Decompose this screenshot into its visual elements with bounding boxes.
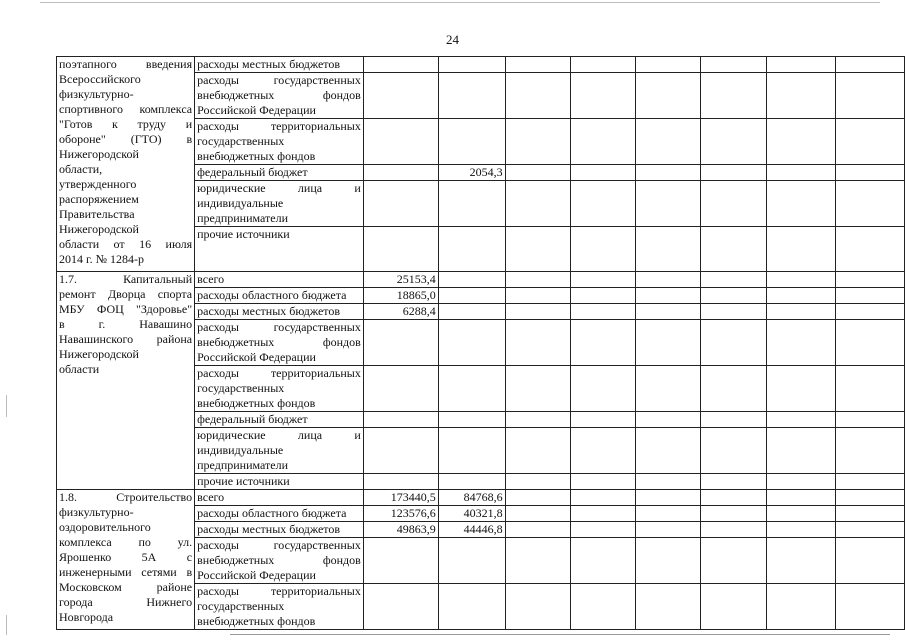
empty-amount-cell — [766, 272, 835, 288]
empty-amount-cell — [570, 522, 635, 538]
amount-cell — [363, 584, 438, 630]
amount-cell — [438, 474, 505, 490]
scan-artifact — [6, 395, 7, 417]
amount-cell: 49863,9 — [363, 522, 438, 538]
table-row — [57, 57, 905, 73]
empty-amount-cell — [636, 165, 701, 181]
empty-amount-cell — [835, 165, 904, 181]
empty-amount-cell — [505, 57, 570, 73]
empty-amount-cell — [570, 366, 635, 412]
empty-amount-cell — [570, 584, 635, 630]
empty-amount-cell — [701, 165, 766, 181]
measure-name-line: МБУ ФОЦ "Здоровье" — [59, 302, 193, 316]
amount-cell: 173440,5 — [363, 490, 438, 506]
page-number: 24 — [446, 32, 459, 47]
measure-name-line: 1.7. Капитальный — [59, 272, 193, 286]
empty-amount-cell — [505, 538, 570, 584]
empty-amount-cell — [570, 474, 635, 490]
amount-cell: 84768,6 — [438, 490, 505, 506]
empty-amount-cell — [766, 412, 835, 428]
empty-amount-cell — [701, 304, 766, 320]
measure-name-line: области от 16 июля — [59, 237, 193, 251]
empty-amount-cell — [570, 304, 635, 320]
empty-amount-cell — [636, 366, 701, 412]
empty-amount-cell — [570, 288, 635, 304]
amount-cell — [438, 73, 505, 119]
amount-cell — [363, 57, 438, 73]
measure-name-cell — [57, 490, 195, 630]
empty-amount-cell — [570, 538, 635, 584]
amount-cell — [438, 57, 505, 73]
empty-amount-cell — [766, 181, 835, 227]
empty-amount-cell — [701, 272, 766, 288]
measure-name-line: комплекса по ул. — [59, 535, 193, 549]
empty-amount-cell — [636, 506, 701, 522]
empty-amount-cell — [505, 474, 570, 490]
measure-name-line: в г. Навашино — [59, 317, 193, 331]
measure-name-line: Навашинского района — [59, 332, 193, 346]
amount-cell — [438, 119, 505, 165]
funding-source-cell: расходы местных бюджетов — [195, 522, 364, 538]
empty-amount-cell — [505, 428, 570, 474]
table-row — [57, 272, 905, 288]
empty-amount-cell — [636, 538, 701, 584]
measure-name-line: инженерными сетями в — [59, 565, 193, 579]
empty-amount-cell — [835, 584, 904, 630]
scan-artifact — [6, 615, 7, 635]
empty-amount-cell — [636, 272, 701, 288]
empty-amount-cell — [766, 320, 835, 366]
empty-amount-cell — [835, 57, 904, 73]
empty-amount-cell — [701, 538, 766, 584]
empty-amount-cell — [636, 304, 701, 320]
empty-amount-cell — [636, 227, 701, 272]
empty-amount-cell — [766, 428, 835, 474]
empty-amount-cell — [766, 474, 835, 490]
empty-amount-cell — [636, 288, 701, 304]
empty-amount-cell — [701, 73, 766, 119]
empty-amount-cell — [570, 73, 635, 119]
amount-cell: 25153,4 — [363, 272, 438, 288]
empty-amount-cell — [505, 119, 570, 165]
amount-cell — [438, 288, 505, 304]
empty-amount-cell — [636, 584, 701, 630]
funding-source-cell: федеральный бюджет — [195, 412, 364, 428]
funding-source-cell: расходы территориальных государственных внебюджетных фондов — [195, 366, 364, 412]
empty-amount-cell — [636, 412, 701, 428]
amount-cell — [363, 320, 438, 366]
empty-amount-cell — [701, 227, 766, 272]
empty-amount-cell — [701, 506, 766, 522]
funding-source-cell: расходы местных бюджетов — [195, 57, 364, 73]
amount-cell — [438, 538, 505, 584]
empty-amount-cell — [570, 227, 635, 272]
empty-amount-cell — [766, 538, 835, 584]
funding-source-cell: прочие источники — [195, 227, 364, 272]
amount-cell — [438, 272, 505, 288]
empty-amount-cell — [701, 57, 766, 73]
amount-cell — [363, 366, 438, 412]
empty-amount-cell — [505, 490, 570, 506]
amount-cell — [438, 412, 505, 428]
empty-amount-cell — [766, 57, 835, 73]
funding-source-cell: расходы государственных внебюджетных фондов Российской Федерации — [195, 73, 364, 119]
empty-amount-cell — [505, 73, 570, 119]
amount-cell — [438, 181, 505, 227]
empty-amount-cell — [505, 320, 570, 366]
amount-cell: 40321,8 — [438, 506, 505, 522]
amount-cell: 44446,8 — [438, 522, 505, 538]
funding-source-cell: расходы территориальных государственных внебюджетных фондов — [195, 584, 364, 630]
empty-amount-cell — [701, 474, 766, 490]
scan-bottom-edge — [230, 634, 890, 635]
empty-amount-cell — [570, 428, 635, 474]
empty-amount-cell — [636, 428, 701, 474]
empty-amount-cell — [636, 474, 701, 490]
empty-amount-cell — [505, 412, 570, 428]
empty-amount-cell — [570, 412, 635, 428]
empty-amount-cell — [701, 119, 766, 165]
empty-amount-cell — [835, 272, 904, 288]
amount-cell — [363, 165, 438, 181]
amount-cell — [363, 119, 438, 165]
empty-amount-cell — [570, 490, 635, 506]
empty-amount-cell — [835, 474, 904, 490]
scan-top-edge — [40, 2, 880, 3]
empty-amount-cell — [636, 57, 701, 73]
empty-amount-cell — [835, 506, 904, 522]
empty-amount-cell — [835, 428, 904, 474]
measure-name-line: оздоровительного — [59, 520, 151, 534]
funding-source-cell: прочие источники — [195, 474, 364, 490]
funding-source-cell: юридические лица и индивидуальные предприниматели — [195, 428, 364, 474]
measure-name-line: области — [59, 362, 100, 376]
empty-amount-cell — [835, 538, 904, 584]
funding-source-cell: расходы областного бюджета — [195, 506, 364, 522]
empty-amount-cell — [701, 288, 766, 304]
empty-amount-cell — [835, 288, 904, 304]
empty-amount-cell — [570, 57, 635, 73]
amount-cell — [438, 428, 505, 474]
empty-amount-cell — [570, 272, 635, 288]
empty-amount-cell — [766, 584, 835, 630]
amount-cell — [438, 366, 505, 412]
empty-amount-cell — [701, 428, 766, 474]
empty-amount-cell — [766, 288, 835, 304]
measure-name-line: Нижегородской — [59, 147, 139, 161]
amount-cell — [438, 320, 505, 366]
empty-amount-cell — [505, 181, 570, 227]
empty-amount-cell — [701, 584, 766, 630]
empty-amount-cell — [766, 490, 835, 506]
empty-amount-cell — [570, 181, 635, 227]
empty-amount-cell — [701, 366, 766, 412]
amount-cell — [363, 428, 438, 474]
measure-name-line: Московском районе — [59, 580, 193, 594]
empty-amount-cell — [701, 522, 766, 538]
amount-cell — [363, 474, 438, 490]
empty-amount-cell — [766, 73, 835, 119]
empty-amount-cell — [570, 506, 635, 522]
amount-cell — [363, 181, 438, 227]
empty-amount-cell — [835, 320, 904, 366]
amount-cell — [438, 227, 505, 272]
measure-name-line: распоряжением — [59, 192, 139, 206]
empty-amount-cell — [570, 320, 635, 366]
amount-cell: 2054,3 — [438, 165, 505, 181]
empty-amount-cell — [636, 73, 701, 119]
measure-name-line: ремонт Дворца спорта — [59, 287, 193, 301]
empty-amount-cell — [636, 181, 701, 227]
measure-name-line: физкультурно- — [59, 505, 134, 519]
empty-amount-cell — [835, 366, 904, 412]
amount-cell — [363, 73, 438, 119]
measure-name-line: 2014 г. № 1284-р — [59, 252, 145, 266]
funding-source-cell: расходы местных бюджетов — [195, 304, 364, 320]
empty-amount-cell — [766, 165, 835, 181]
empty-amount-cell — [766, 506, 835, 522]
empty-amount-cell — [570, 119, 635, 165]
empty-amount-cell — [636, 490, 701, 506]
funding-source-cell: всего — [195, 272, 364, 288]
funding-source-cell: расходы территориальных государственных внебюджетных фондов — [195, 119, 364, 165]
empty-amount-cell — [636, 320, 701, 366]
amount-cell: 6288,4 — [363, 304, 438, 320]
measure-name-line: Ярошенко 5А с — [59, 550, 193, 564]
empty-amount-cell — [636, 119, 701, 165]
measure-name-line: утвержденного — [59, 177, 137, 191]
measure-name-line: области, — [59, 162, 103, 176]
funding-source-cell: расходы государственных внебюджетных фондов Российской Федерации — [195, 538, 364, 584]
empty-amount-cell — [766, 366, 835, 412]
empty-amount-cell — [636, 522, 701, 538]
measure-name-line: Правительства — [59, 207, 135, 221]
empty-amount-cell — [505, 584, 570, 630]
empty-amount-cell — [835, 522, 904, 538]
empty-amount-cell — [701, 490, 766, 506]
empty-amount-cell — [505, 522, 570, 538]
funding-source-cell: федеральный бюджет — [195, 165, 364, 181]
funding-source-cell: расходы областного бюджета — [195, 288, 364, 304]
measure-name-cell — [57, 57, 195, 272]
empty-amount-cell — [505, 165, 570, 181]
empty-amount-cell — [570, 165, 635, 181]
empty-amount-cell — [835, 181, 904, 227]
empty-amount-cell — [835, 73, 904, 119]
empty-amount-cell — [766, 227, 835, 272]
empty-amount-cell — [505, 227, 570, 272]
empty-amount-cell — [835, 304, 904, 320]
measure-name-line: Всероссийского — [59, 72, 141, 86]
funding-source-cell: расходы государственных внебюджетных фондов Российской Федерации — [195, 320, 364, 366]
empty-amount-cell — [835, 412, 904, 428]
empty-amount-cell — [505, 304, 570, 320]
empty-amount-cell — [835, 119, 904, 165]
empty-amount-cell — [701, 320, 766, 366]
empty-amount-cell — [701, 412, 766, 428]
measure-name-line: 1.8. Строительство — [59, 490, 193, 504]
amount-cell: 18865,0 — [363, 288, 438, 304]
empty-amount-cell — [505, 272, 570, 288]
funding-source-cell: всего — [195, 490, 364, 506]
empty-amount-cell — [766, 522, 835, 538]
amount-cell — [363, 227, 438, 272]
measure-name-line: Нижегородской — [59, 347, 139, 361]
measure-name-line: Нижегородской — [59, 222, 139, 236]
amount-cell — [438, 584, 505, 630]
measure-name-cell — [57, 272, 195, 490]
empty-amount-cell — [505, 506, 570, 522]
measure-name-line: физкультурно- — [59, 87, 134, 101]
table-row — [57, 490, 905, 506]
measure-name-line: Новгорода — [59, 610, 114, 624]
amount-cell — [438, 304, 505, 320]
measure-name-line: спортивного комплекса — [59, 102, 193, 116]
budget-table — [56, 56, 905, 630]
empty-amount-cell — [766, 119, 835, 165]
amount-cell — [363, 412, 438, 428]
empty-amount-cell — [701, 181, 766, 227]
amount-cell: 123576,6 — [363, 506, 438, 522]
empty-amount-cell — [835, 227, 904, 272]
measure-name-line: города Нижнего — [59, 595, 193, 609]
empty-amount-cell — [505, 366, 570, 412]
amount-cell — [363, 538, 438, 584]
empty-amount-cell — [835, 490, 904, 506]
empty-amount-cell — [766, 304, 835, 320]
measure-name-line: поэтапного введения — [59, 57, 193, 71]
empty-amount-cell — [505, 288, 570, 304]
funding-source-cell: юридические лица и индивидуальные предприниматели — [195, 181, 364, 227]
measure-name-line: "Готов к труду и — [59, 117, 193, 131]
measure-name-line: обороне" (ГТО) в — [59, 132, 193, 146]
